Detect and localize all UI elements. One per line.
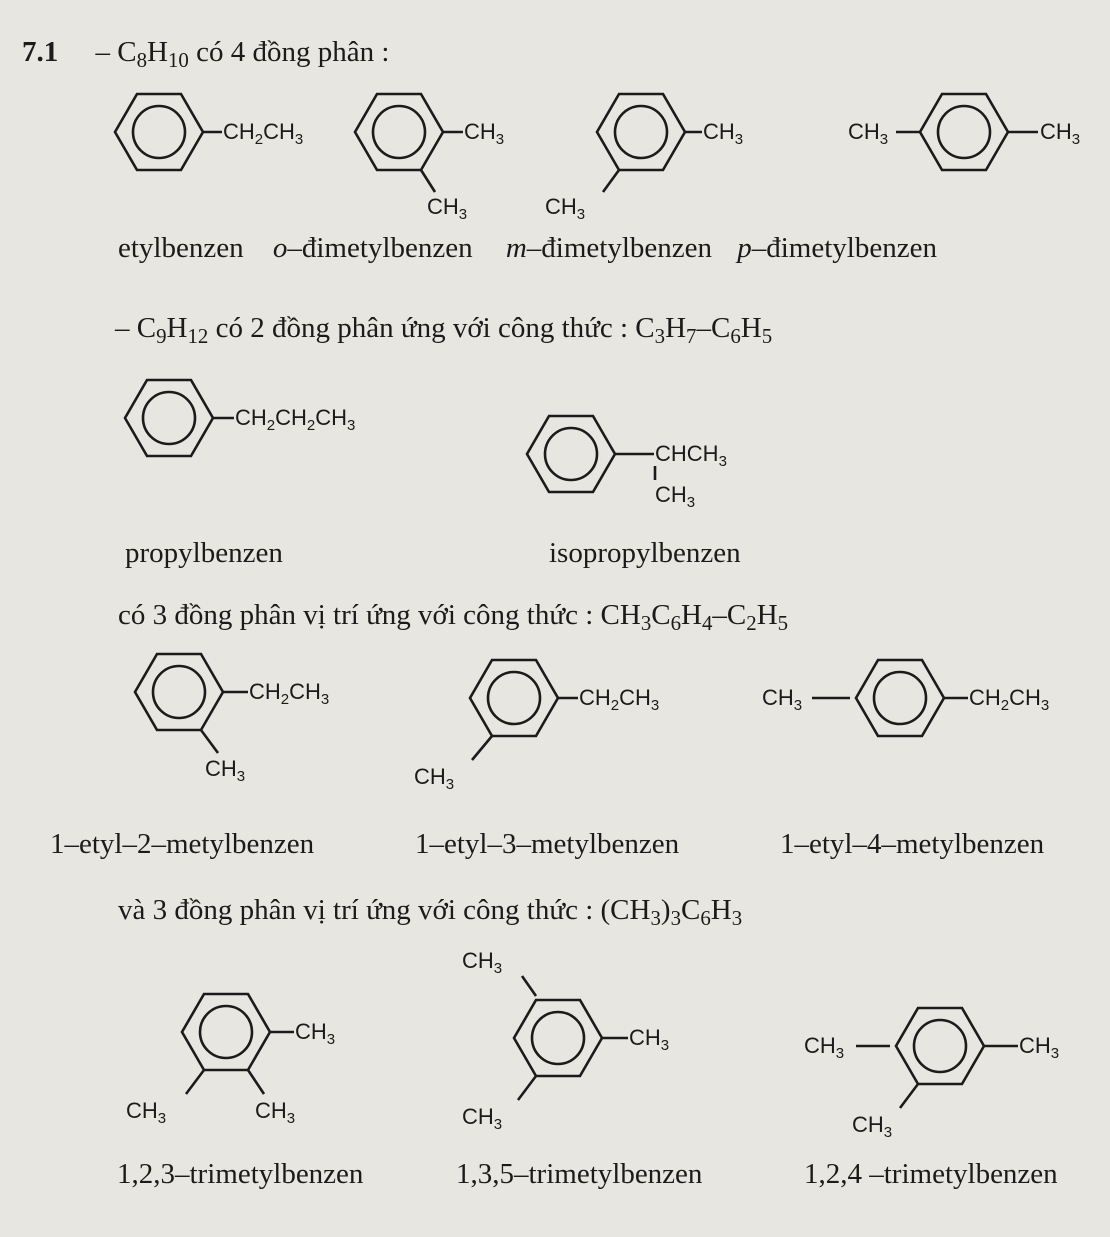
structure-propylbenzen [120, 372, 420, 472]
formula-c8h10: $C_8H_{10}$ [117, 36, 189, 72]
structure-isopropylbenzen [522, 408, 762, 518]
structure-1-etyl-4-metylbenzen [762, 652, 1102, 752]
svg-text:CH3: $CH_3$ [1019, 1033, 1060, 1062]
svg-text:CH3: $CH_3$ [804, 1033, 845, 1062]
structure-1-3-5-trimetylbenzen [456, 944, 706, 1144]
name-isopropylbenzen: isopropylbenzen [549, 537, 741, 569]
structure-1-etyl-3-metylbenzen [410, 652, 700, 792]
svg-text:CH3: $CH_3$ [255, 1098, 296, 1127]
svg-text:CH2CH3: $CH_2CH_3$ [579, 685, 660, 714]
formula-c3h7-c6h5: $C_3H_7-C_6H_5$ [635, 312, 773, 348]
svg-text:CH3: $CH_3$ [205, 756, 246, 785]
structure-1-2-3-trimetylbenzen [120, 986, 370, 1136]
svg-text:CHCH3: $CHCH_3$ [655, 441, 727, 470]
trimethyl-text: và 3 đồng phân vị trí ứng với công thức : [118, 894, 594, 926]
svg-text:CH3: $CH_3$ [462, 948, 503, 977]
structure-1-etyl-2-metylbenzen [130, 646, 380, 786]
name-1-etyl-4-metylbenzen: 1–etyl–4–metylbenzen [780, 828, 1045, 860]
svg-text:CH3: $CH_3$ [629, 1025, 670, 1054]
svg-text:CH3: $CH_3$ [414, 764, 455, 793]
svg-text:CH3: $CH_3$ [655, 482, 696, 511]
svg-text:CH2CH2CH3: $CH_2CH_2CH_3$ [235, 405, 356, 434]
c9h12-line: – $C_9H_{12}$ có 2 đồng phân ứng với công thức : $C_3H_7-C_6H_5$ [115, 312, 773, 348]
names-row-c8h10 [118, 234, 937, 263]
formula-c9h12: $C_9H_{12}$ [136, 312, 209, 348]
trimethyl-line [118, 894, 743, 930]
name-1-etyl-2-metylbenzen: 1–etyl–2–metylbenzen [50, 828, 315, 860]
structure-p-dimethylbenzene [848, 86, 1108, 186]
group-label: $CH_2CH_3$ [223, 119, 304, 148]
prefix-o: o [272, 232, 288, 264]
svg-text:CH2CH3: $CH_2CH_3$ [969, 685, 1050, 714]
c8h10-text: có 4 đồng phân : [196, 36, 390, 68]
problem-number: 7.1 [22, 36, 59, 68]
svg-text:CH3: $CH_3$ [848, 119, 889, 148]
prefix-p: p [737, 232, 752, 264]
name-1-2-3-trimetylbenzen: 1,2,3–trimetylbenzen [117, 1158, 364, 1190]
c9h12-text: có 2 đồng phân ứng với công thức : [215, 312, 629, 344]
name-m-dimetylbenzen: –đimetylbenzen [526, 232, 712, 264]
name-1-3-5-trimetylbenzen: 1,3,5–trimetylbenzen [456, 1158, 703, 1190]
svg-text:CH3: $CH_3$ [126, 1098, 167, 1127]
svg-text:CH3: $CH_3$ [295, 1019, 336, 1048]
problem-header: $7.1 - C_8H_{10}$ có 4 đồng phân : [22, 36, 390, 72]
svg-text:CH3: $CH_3$ [464, 119, 505, 148]
name-propylbenzen: propylbenzen [125, 537, 283, 569]
svg-text:CH2CH3: $CH_2CH_3$ [249, 679, 330, 708]
name-o-dimetylbenzen: –đimetylbenzen [287, 232, 473, 264]
svg-text:CH3: $CH_3$ [427, 194, 468, 223]
svg-text:CH3: $CH_3$ [1040, 119, 1081, 148]
formula-ch3-3-c6h3: $(CH_3)_3C_6H_3$ [600, 894, 743, 930]
name-p-dimetylbenzen: –đimetylbenzen [751, 232, 937, 264]
name-1-2-4-trimetylbenzen: 1,2,4 –trimetylbenzen [804, 1158, 1058, 1190]
ethylmethyl-text: có 3 đồng phân vị trí ứng với công thức : [118, 599, 594, 631]
prefix-m: m [505, 232, 527, 264]
svg-text:CH3: $CH_3$ [545, 194, 586, 223]
ethylmethyl-line [118, 599, 789, 635]
svg-text:CH3: $CH_3$ [852, 1112, 893, 1141]
structure-m-dimethylbenzene [545, 86, 775, 221]
structure-o-dimethylbenzene [345, 86, 545, 221]
name-etylbenzen: etylbenzen [118, 232, 244, 264]
name-1-etyl-3-metylbenzen: 1–etyl–3–metylbenzen [415, 828, 680, 860]
structure-1-2-4-trimetylbenzen [804, 1000, 1104, 1140]
svg-text:CH3: $CH_3$ [462, 1104, 503, 1133]
svg-text:CH3: $CH_3$ [762, 685, 803, 714]
svg-text:CH3: $CH_3$ [703, 119, 744, 148]
structure-etylbenzen [110, 86, 330, 186]
formula-ch3c6h4-c2h5: $CH_3C_6H_4-C_2H_5$ [600, 599, 789, 635]
